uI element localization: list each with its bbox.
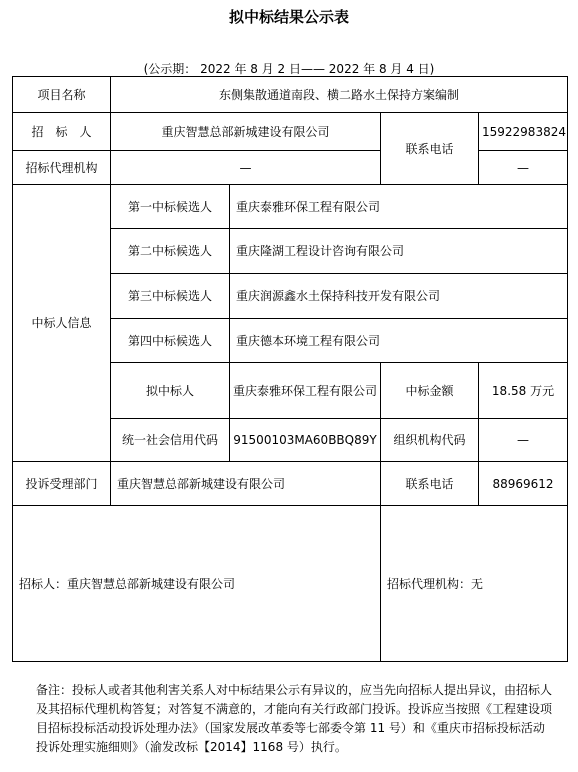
candidate-rank: 第三中标候选人 — [111, 274, 230, 319]
agency-signature: 招标代理机构：无 — [381, 506, 568, 662]
agency-label: 招标代理机构 — [13, 151, 111, 185]
org-code-value: — — [479, 419, 568, 462]
candidate-name: 重庆润源鑫水土保持科技开发有限公司 — [230, 274, 568, 319]
tenderer-value: 重庆智慧总部新城建设有限公司 — [111, 113, 381, 151]
page-title: 拟中标结果公示表 — [228, 8, 349, 26]
bid-amount-value: 18.58 万元 — [479, 363, 568, 419]
tenderer-label: 招 标 人 — [13, 113, 111, 151]
contact-phone-label: 联系电话 — [381, 113, 479, 185]
org-code-label: 组织机构代码 — [381, 419, 479, 462]
project-name-label: 项目名称 — [13, 77, 111, 113]
candidate-name: 重庆德本环境工程有限公司 — [230, 319, 568, 363]
complaint-dept-value: 重庆智慧总部新城建设有限公司 — [111, 462, 381, 506]
complaint-phone-value: 88969612 — [479, 462, 568, 506]
tenderer-phone: 15922983824 — [479, 113, 568, 151]
credit-code-value: 91500103MA60BBQ89Y — [230, 419, 381, 462]
candidate-rank: 第一中标候选人 — [111, 185, 230, 229]
candidate-rank: 第四中标候选人 — [111, 319, 230, 363]
result-table — [12, 76, 568, 662]
agency-value: — — [111, 151, 381, 185]
winner-info-label: 中标人信息 — [13, 185, 111, 462]
agency-phone: — — [479, 151, 568, 185]
candidate-rank: 第二中标候选人 — [111, 229, 230, 274]
publicity-period: (公示期： 2022 年 8 月 2 日—— 2022 年 8 月 4 日) — [143, 62, 435, 76]
remarks-note: 备注：投标人或者其他利害关系人对中标结果公示有异议的，应当先向招标人提出异议，由招标人及其招标代理机构答复；对答复不满意的，才能向有关行政部门投诉。投诉应当按照《工程建设项目招标投标活动投诉处理办法》（国家发展改革委等七部委令第 11 号）和《重庆市招标投标活动投诉处理实施细则》（渝发改标【2014】1168 号）执行。 — [36, 683, 553, 754]
credit-code-label: 统一社会信用代码 — [111, 419, 230, 462]
candidate-name: 重庆隆湖工程设计咨询有限公司 — [230, 229, 568, 274]
tenderer-signature: 招标人：重庆智慧总部新城建设有限公司 — [13, 506, 381, 662]
proposed-winner-label: 拟中标人 — [111, 363, 230, 419]
complaint-phone-label: 联系电话 — [381, 462, 479, 506]
complaint-dept-label: 投诉受理部门 — [13, 462, 111, 506]
candidate-name: 重庆泰雅环保工程有限公司 — [230, 185, 568, 229]
bid-amount-label: 中标金额 — [381, 363, 479, 419]
proposed-winner-name: 重庆泰雅环保工程有限公司 — [230, 363, 381, 419]
project-name-value: 东侧集散通道南段、横二路水土保持方案编制 — [111, 77, 568, 113]
